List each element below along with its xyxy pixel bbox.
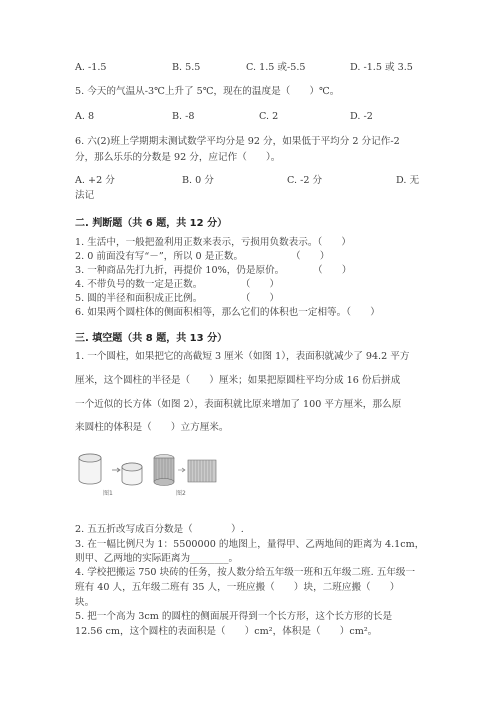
q6-option-d-cont: 法记 <box>75 190 95 201</box>
fill-q1-line1: 1. 一个圆柱，如果把它的高截短 3 厘米（如图 1），表面积就减少了 94.2 平方 <box>75 351 410 362</box>
q6-stem-line2: 分，那么乐乐的分数是 92 分，应记作（ ）。 <box>75 152 281 163</box>
q5-stem: 5. 今天的气温从-3℃上升了 5℃，现在的温度是（ ）℃。 <box>75 86 340 97</box>
judge-item-2: 2. 0 前面没有写“－”，所以 0 是正数。 （ ） <box>75 251 330 262</box>
fill-q5-line2: 12.56 cm，这个圆柱的表面积是（ ）cm²，体积是（ ）cm²。 <box>75 626 378 637</box>
fill-q4-line2: 班有 40 人，五年级二班有 35 人，一班应搬（ ）块，二班应搬（ ） <box>75 582 400 593</box>
judge-item-1: 1. 生活中，一般把盈利用正数来表示，亏损用负数表示。（ ） <box>75 237 352 248</box>
fill-q5-line1: 5. 把一个高为 3cm 的圆柱的侧面展开得到一个长方形，这个长方形的长是 <box>75 611 393 622</box>
fill-q1-line3: 一个近似的长方体（如图 2），表面积就比原来增加了 100 平方厘米，那么原 <box>75 399 402 410</box>
judge-item-3: 3. 一种商品先打九折，再提价 10%，仍是原价。 （ ） <box>75 265 352 276</box>
q5-option-c: C. 2 <box>259 111 279 122</box>
fill-q4-line3: 块。 <box>75 597 95 608</box>
q4-option-b: B. 5.5 <box>172 62 201 73</box>
fill-q1-line4: 来圆柱的体积是（ ）立方厘米。 <box>75 422 229 433</box>
fill-q4-line1: 4. 学校把搬运 750 块砖的任务，按人数分给五年级一班和五年级二班. 五年级一 <box>75 567 416 578</box>
figure-2-slices <box>150 452 220 492</box>
q5-option-b: B. -8 <box>172 111 195 122</box>
figure-1-caption: 图1 <box>103 490 113 497</box>
section2-title: 二. 判断题（共 6 题，共 12 分） <box>75 218 228 229</box>
q6-option-c: C. -2 分 <box>287 175 323 186</box>
q6-option-b: B. 0 分 <box>182 175 214 186</box>
q6-option-d: D. 无 <box>396 175 420 186</box>
q4-option-c: C. 1.5 或-5.5 <box>246 62 306 73</box>
judge-item-4: 4. 不带负号的数一定是正数。 （ ） <box>75 279 280 290</box>
fill-q1-line2: 厘米，这个圆柱的半径是（ ）厘米；如果把原圆柱平均分成 16 份后拼成 <box>75 375 401 386</box>
q5-option-d: D. -2 <box>350 111 373 122</box>
figure-2-caption: 图2 <box>176 490 186 497</box>
fill-q3-line1: 3. 在一幅比例尺为 1：5500000 的地图上，量得甲、乙两地间的距离为 4.1cm， <box>75 539 425 550</box>
fill-q2: 2. 五五折改写成百分数是（ ）. <box>75 524 244 535</box>
q4-option-a: A. -1.5 <box>75 62 107 73</box>
judge-item-5: 5. 圆的半径和面积成正比例。 （ ） <box>75 293 280 304</box>
q6-option-a: A. +2 分 <box>75 175 115 186</box>
q4-option-d: D. -1.5 或 3.5 <box>350 62 413 73</box>
q6-stem-line1: 6. 六(2)班上学期期末测试数学平均分是 92 分，如果低于平均分 2 分记作-2 <box>75 136 400 147</box>
fill-q3-line2: 则甲、乙两地的实际距离为________。 <box>75 553 239 564</box>
judge-item-6: 6. 如果两个圆柱体的侧面积相等，那么它们的体积也一定相等。（ ） <box>75 307 380 318</box>
section3-title: 三. 填空题（共 8 题，共 13 分） <box>75 333 228 344</box>
q5-option-a: A. 8 <box>75 111 95 122</box>
